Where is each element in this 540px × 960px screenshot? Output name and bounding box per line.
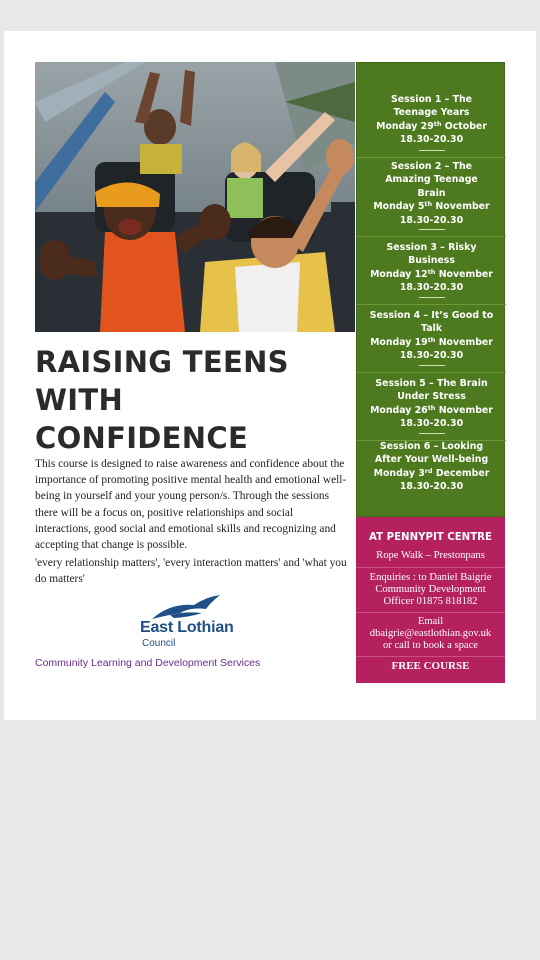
logo-name: East Lothian	[140, 619, 234, 636]
session-time: 18.30-20.30	[399, 282, 464, 294]
divider	[419, 229, 445, 230]
divider	[419, 365, 445, 366]
enquiries-line-1: Enquiries : to Daniel Baigrie	[369, 572, 492, 583]
divider	[357, 372, 506, 373]
session-title: Session 6 – Looking	[379, 441, 484, 452]
divider	[356, 567, 505, 568]
session-title: Session 5 – The Brain	[375, 378, 488, 389]
session-date: Monday 3rd December	[373, 466, 490, 479]
divider	[419, 297, 445, 298]
session-3	[357, 241, 506, 295]
course-description: This course is designed to raise awareness and confidence about the importance of promoting positive mental health and emotional well-being in yourself and your young person/s. Through the sessions there will be a focus on, positive relationships and social interactions, good social and emotional skills and recognizing and accepting that change is possible.	[35, 458, 347, 552]
email-label: Email	[417, 616, 444, 627]
session-time: 18.30-20.30	[399, 481, 464, 493]
session-time: 18.30-20.30	[399, 418, 464, 430]
session-title: Teenage Years	[393, 107, 470, 119]
flyer-page	[4, 31, 536, 720]
bird-logo-icon	[150, 593, 222, 621]
session-title: After Your Well-being	[374, 454, 489, 466]
session-date: Monday 26th November	[370, 403, 493, 416]
venue-panel	[356, 517, 505, 683]
title-line-3: CONFIDENCE	[35, 421, 249, 455]
east-lothian-council-logo	[140, 593, 250, 653]
booking-note: or call to book a space	[382, 640, 478, 651]
divider	[419, 433, 445, 434]
services-footer: Community Learning and Development Services	[35, 657, 261, 669]
session-date: Monday 12th November	[370, 267, 493, 280]
sessions-panel	[356, 62, 505, 517]
course-quote: 'every relationship matters', 'every interaction matters' and 'what you do matters'	[35, 557, 347, 586]
session-title: Session 1 – The	[390, 94, 473, 105]
session-title: Talk	[421, 323, 442, 335]
divider	[357, 157, 506, 158]
session-time: 18.30-20.30	[399, 214, 464, 226]
session-4	[357, 309, 506, 363]
divider	[419, 150, 445, 151]
session-6	[357, 440, 506, 494]
divider	[357, 236, 506, 237]
session-title: Amazing Teenage	[385, 174, 478, 186]
venue-address: Rope Walk – Prestonpans	[376, 550, 485, 561]
divider	[356, 656, 505, 657]
title-line-1: RAISING TEENS	[35, 345, 289, 379]
logo-sub: Council	[142, 638, 176, 649]
session-date: Monday 19th November	[370, 335, 493, 348]
flyer-title	[35, 343, 355, 457]
free-course-label: FREE COURSE	[391, 660, 470, 672]
session-date: Monday 29th October	[376, 119, 487, 132]
session-date: Monday 5th November	[373, 200, 490, 213]
enquiries-line-3: Officer 01875 818182	[383, 596, 478, 607]
venue-heading: AT PENNYPIT CENTRE	[369, 532, 492, 543]
session-title: Business	[408, 255, 455, 267]
divider	[357, 304, 506, 305]
session-2	[357, 160, 506, 227]
photo-illustration	[35, 62, 355, 332]
session-title: Brain	[417, 187, 446, 199]
session-title: Session 2 – The	[390, 161, 473, 172]
session-time: 18.30-20.30	[399, 350, 464, 362]
session-title: Session 3 – Risky	[386, 242, 477, 253]
divider	[356, 612, 505, 613]
email-address[interactable]: dbaigrie@eastlothian.gov.uk	[369, 628, 492, 639]
session-time: 18.30-20.30	[399, 134, 464, 146]
teens-rollercoaster-photo	[35, 62, 355, 332]
session-title: Under Stress	[397, 391, 466, 403]
enquiries-line-2: Community Development	[375, 584, 486, 595]
session-title: Session 4 – It’s Good to	[369, 310, 494, 321]
session-1	[357, 93, 506, 147]
session-5	[357, 377, 506, 431]
title-line-2: WITH	[35, 383, 124, 417]
